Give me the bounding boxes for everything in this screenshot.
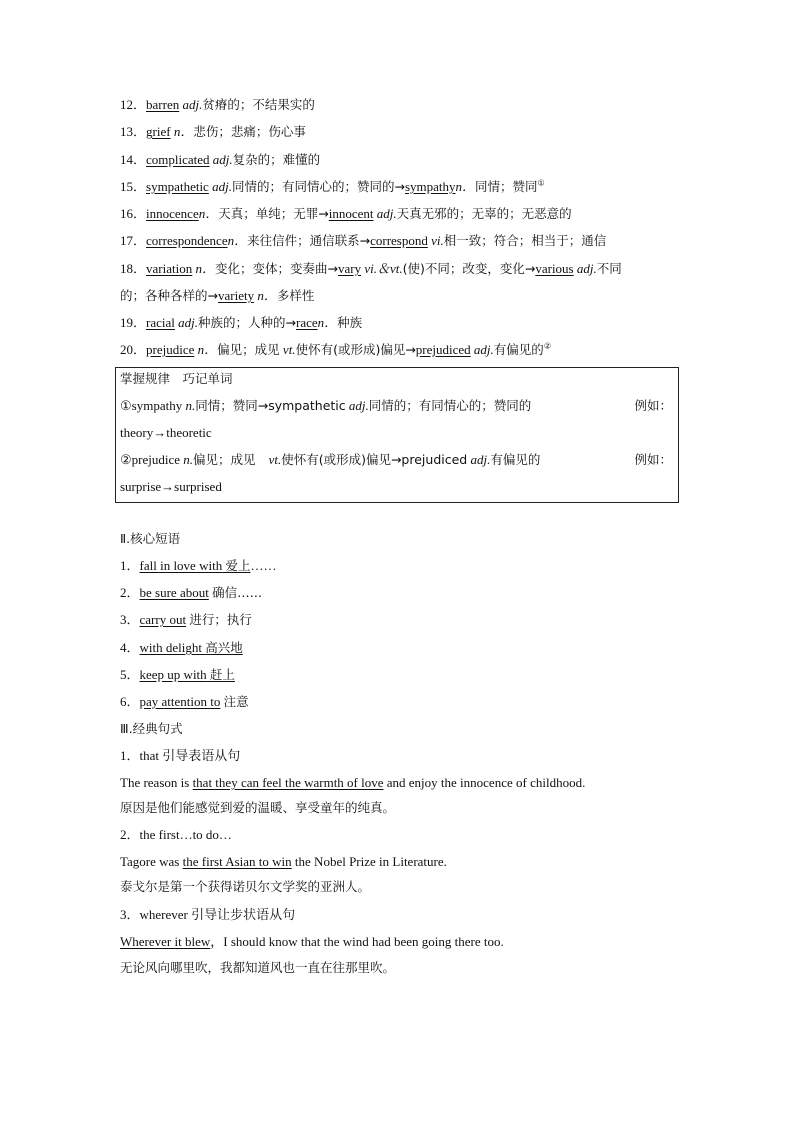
memory-tip-box	[115, 367, 679, 503]
related-word: innocent	[328, 206, 374, 221]
definition: 使怀有(或形成)偏见→	[295, 342, 416, 357]
part-of-speech: adj.	[182, 97, 203, 112]
item-number: 19．	[120, 315, 147, 330]
related-word: prejudiced	[415, 342, 471, 357]
footnote-marker: ②	[543, 341, 551, 351]
tip-text: 有偏见的	[490, 452, 541, 467]
item-number: 16．	[120, 206, 147, 221]
vocab-item-13	[120, 123, 306, 141]
sentence-example-3	[120, 933, 504, 951]
vocab-word: correspondence	[146, 233, 228, 248]
sentence-translation-2: 泰戈尔是第一个获得诺贝尔文学奖的亚洲人。	[120, 879, 371, 894]
phrase-item-2	[120, 584, 262, 602]
part-of-speech: n.	[185, 398, 196, 413]
phrase-zh: 赶上	[209, 667, 235, 682]
vocab-item-20	[120, 341, 551, 359]
tip-example-label-2: 例如：	[634, 452, 672, 467]
phrase-item-5	[120, 666, 235, 684]
item-number: 13．	[120, 124, 147, 139]
vocab-item-19	[120, 314, 362, 332]
vocab-item-18-continued	[120, 287, 314, 305]
part-of-speech: adj.	[376, 206, 397, 221]
tip-text: ②prejudice	[120, 452, 181, 467]
part-of-speech: adj.	[473, 342, 494, 357]
definition: 悲伤；悲痛；伤心事	[193, 124, 306, 139]
vocab-item-17	[120, 232, 606, 250]
sentence-key-part: that they can feel the warmth of love	[192, 775, 384, 790]
tip-example-label-1: 例如：	[634, 398, 672, 413]
vocab-word: complicated	[146, 152, 210, 167]
item-number: 18．	[120, 261, 147, 276]
sentence-pattern-2-title: 2．the first…to do…	[120, 827, 232, 842]
sentence-pattern-1-title: 1．that 引导表语从句	[120, 748, 241, 763]
phrase-item-1	[120, 557, 276, 575]
item-number: 15．	[120, 179, 147, 194]
definition: 同情的；有同情心的；赞同的→	[231, 179, 405, 194]
vocab-word: racial	[146, 315, 175, 330]
item-number: 14．	[120, 152, 147, 167]
phrase-en: pay attention to	[139, 694, 221, 709]
sentence-example-1	[120, 774, 585, 792]
tip-example-2: surprise→surprised	[120, 479, 222, 494]
item-number: 3．	[120, 612, 140, 627]
sentence-text: ，I should know that the wind had been going there too.	[210, 934, 504, 949]
vocab-word: grief	[146, 124, 171, 139]
related-word: correspond	[370, 233, 428, 248]
vocab-item-18	[120, 260, 622, 278]
phrase-en: carry out	[139, 612, 187, 627]
vocab-word: sympathetic	[146, 179, 209, 194]
tip-rule-2	[120, 451, 540, 469]
part-of-speech: vt.	[268, 452, 282, 467]
part-of-speech: adj.	[178, 315, 199, 330]
definition: 的；各种各样的→	[120, 288, 218, 303]
sentence-text: the Nobel Prize in Literature.	[291, 854, 447, 869]
related-word: race	[296, 315, 318, 330]
definition: 同情；赞同	[475, 179, 538, 194]
phrase-tail: ……	[250, 558, 277, 573]
part-of-speech: n．	[197, 342, 218, 357]
definition: 天真无邪的；无辜的；无恶意的	[396, 206, 572, 221]
item-number: 1．	[120, 558, 140, 573]
definition: 复杂的；难懂的	[232, 152, 321, 167]
related-word: vary	[337, 261, 362, 276]
part-of-speech: n．	[257, 288, 277, 303]
definition: 偏见；成见	[217, 342, 280, 357]
definition: 多样性	[276, 288, 315, 303]
tip-text: 同情的；有同情心的；赞同的	[368, 398, 532, 413]
item-number: 17．	[120, 233, 147, 248]
phrase-zh: 确信……	[212, 585, 263, 600]
phrase-en: be sure about	[139, 585, 209, 600]
vocab-word: prejudice	[146, 342, 195, 357]
footnote-marker: ①	[537, 178, 545, 188]
phrase-zh: 进行；执行	[189, 612, 252, 627]
tip-box-title: 掌握规律 巧记单词	[120, 371, 233, 386]
item-number: 12．	[120, 97, 147, 112]
phrase-underlined	[140, 640, 243, 655]
definition: 种族的；人种的→	[198, 315, 296, 330]
phrase-underlined	[140, 558, 251, 573]
part-of-speech: adj.	[212, 179, 232, 194]
phrase-item-4	[120, 639, 243, 657]
part-of-speech: vi.＆vt.	[364, 261, 403, 276]
part-of-speech: n．	[198, 206, 219, 221]
phrase-zh: 爱上	[225, 558, 251, 573]
phrase-item-6	[120, 693, 249, 711]
tip-text: 偏见；成见	[193, 452, 256, 467]
item-number: 20．	[120, 342, 147, 357]
phrase-en: keep up with	[139, 667, 207, 682]
part-of-speech: vt.	[282, 342, 296, 357]
definition: 变化；变体；变奏曲→	[215, 261, 338, 276]
related-word: sympathy	[404, 179, 456, 194]
part-of-speech: vi.	[431, 233, 444, 248]
vocab-item-14	[120, 151, 320, 169]
part-of-speech: adj.	[348, 398, 369, 413]
sentence-key-part: Wherever it blew	[120, 934, 211, 949]
related-word: various	[535, 261, 574, 276]
section-heading-sentences: Ⅲ.经典句式	[120, 721, 183, 736]
definition: 来往信件；通信联系→	[247, 233, 371, 248]
definition: 有偏见的	[493, 342, 544, 357]
sentence-text: The reason is	[120, 775, 193, 790]
phrase-en: with delight	[139, 640, 202, 655]
definition: 天真；单纯；无罪→	[218, 206, 329, 221]
tip-text: ①sympathy	[120, 398, 183, 413]
phrase-zh: 高兴地	[205, 640, 243, 655]
phrase-underlined	[140, 667, 235, 682]
sentence-text: and enjoy the innocence of childhood.	[383, 775, 586, 790]
sentence-key-part: the first Asian to win	[182, 854, 292, 869]
vocab-item-15	[120, 178, 545, 196]
vocab-word: barren	[146, 97, 180, 112]
part-of-speech: adj.	[212, 152, 233, 167]
tip-text: 使怀有(或形成)偏见→prejudiced	[281, 452, 468, 467]
part-of-speech: n．	[317, 315, 338, 330]
part-of-speech: n．	[195, 261, 215, 276]
phrase-item-3	[120, 611, 252, 629]
phrase-zh: 注意	[223, 694, 249, 709]
sentence-translation-3: 无论风向哪里吹，我都知道风也一直在往那里吹。	[120, 960, 396, 975]
item-number: 4．	[120, 640, 140, 655]
section-heading-phrases: Ⅱ.核心短语	[120, 531, 181, 546]
phrase-en: fall in love with	[139, 558, 223, 573]
sentence-text: Tagore was	[120, 854, 183, 869]
related-word: variety	[217, 288, 255, 303]
tip-text: 同情；赞同→sympathetic	[195, 398, 346, 413]
definition: (使)不同；改变，变化→	[402, 261, 536, 276]
part-of-speech: n.	[183, 452, 194, 467]
sentence-example-2	[120, 853, 447, 871]
item-number: 5．	[120, 667, 140, 682]
sentence-translation-1: 原因是他们能感觉到爱的温暖、享受童年的纯真。	[120, 800, 396, 815]
sentence-pattern-3-title: 3．wherever 引导让步状语从句	[120, 907, 296, 922]
item-number: 2．	[120, 585, 140, 600]
part-of-speech: n．	[227, 233, 248, 248]
vocab-word: innocence	[146, 206, 199, 221]
definition: 种族	[337, 315, 363, 330]
vocab-item-16	[120, 205, 572, 223]
vocab-word: variation	[146, 261, 193, 276]
tip-rule-1	[120, 397, 531, 415]
part-of-speech: n．	[173, 124, 194, 139]
definition: 相一致；符合；相当于；通信	[443, 233, 607, 248]
definition: 贫瘠的；不结果实的	[202, 97, 315, 112]
part-of-speech: n．	[455, 179, 476, 194]
item-number: 6．	[120, 694, 140, 709]
part-of-speech: adj.	[470, 452, 491, 467]
definition: 不同	[596, 261, 622, 276]
part-of-speech: adj.	[576, 261, 597, 276]
vocab-item-12	[120, 96, 315, 114]
tip-example-1: theory→theoretic	[120, 425, 212, 440]
